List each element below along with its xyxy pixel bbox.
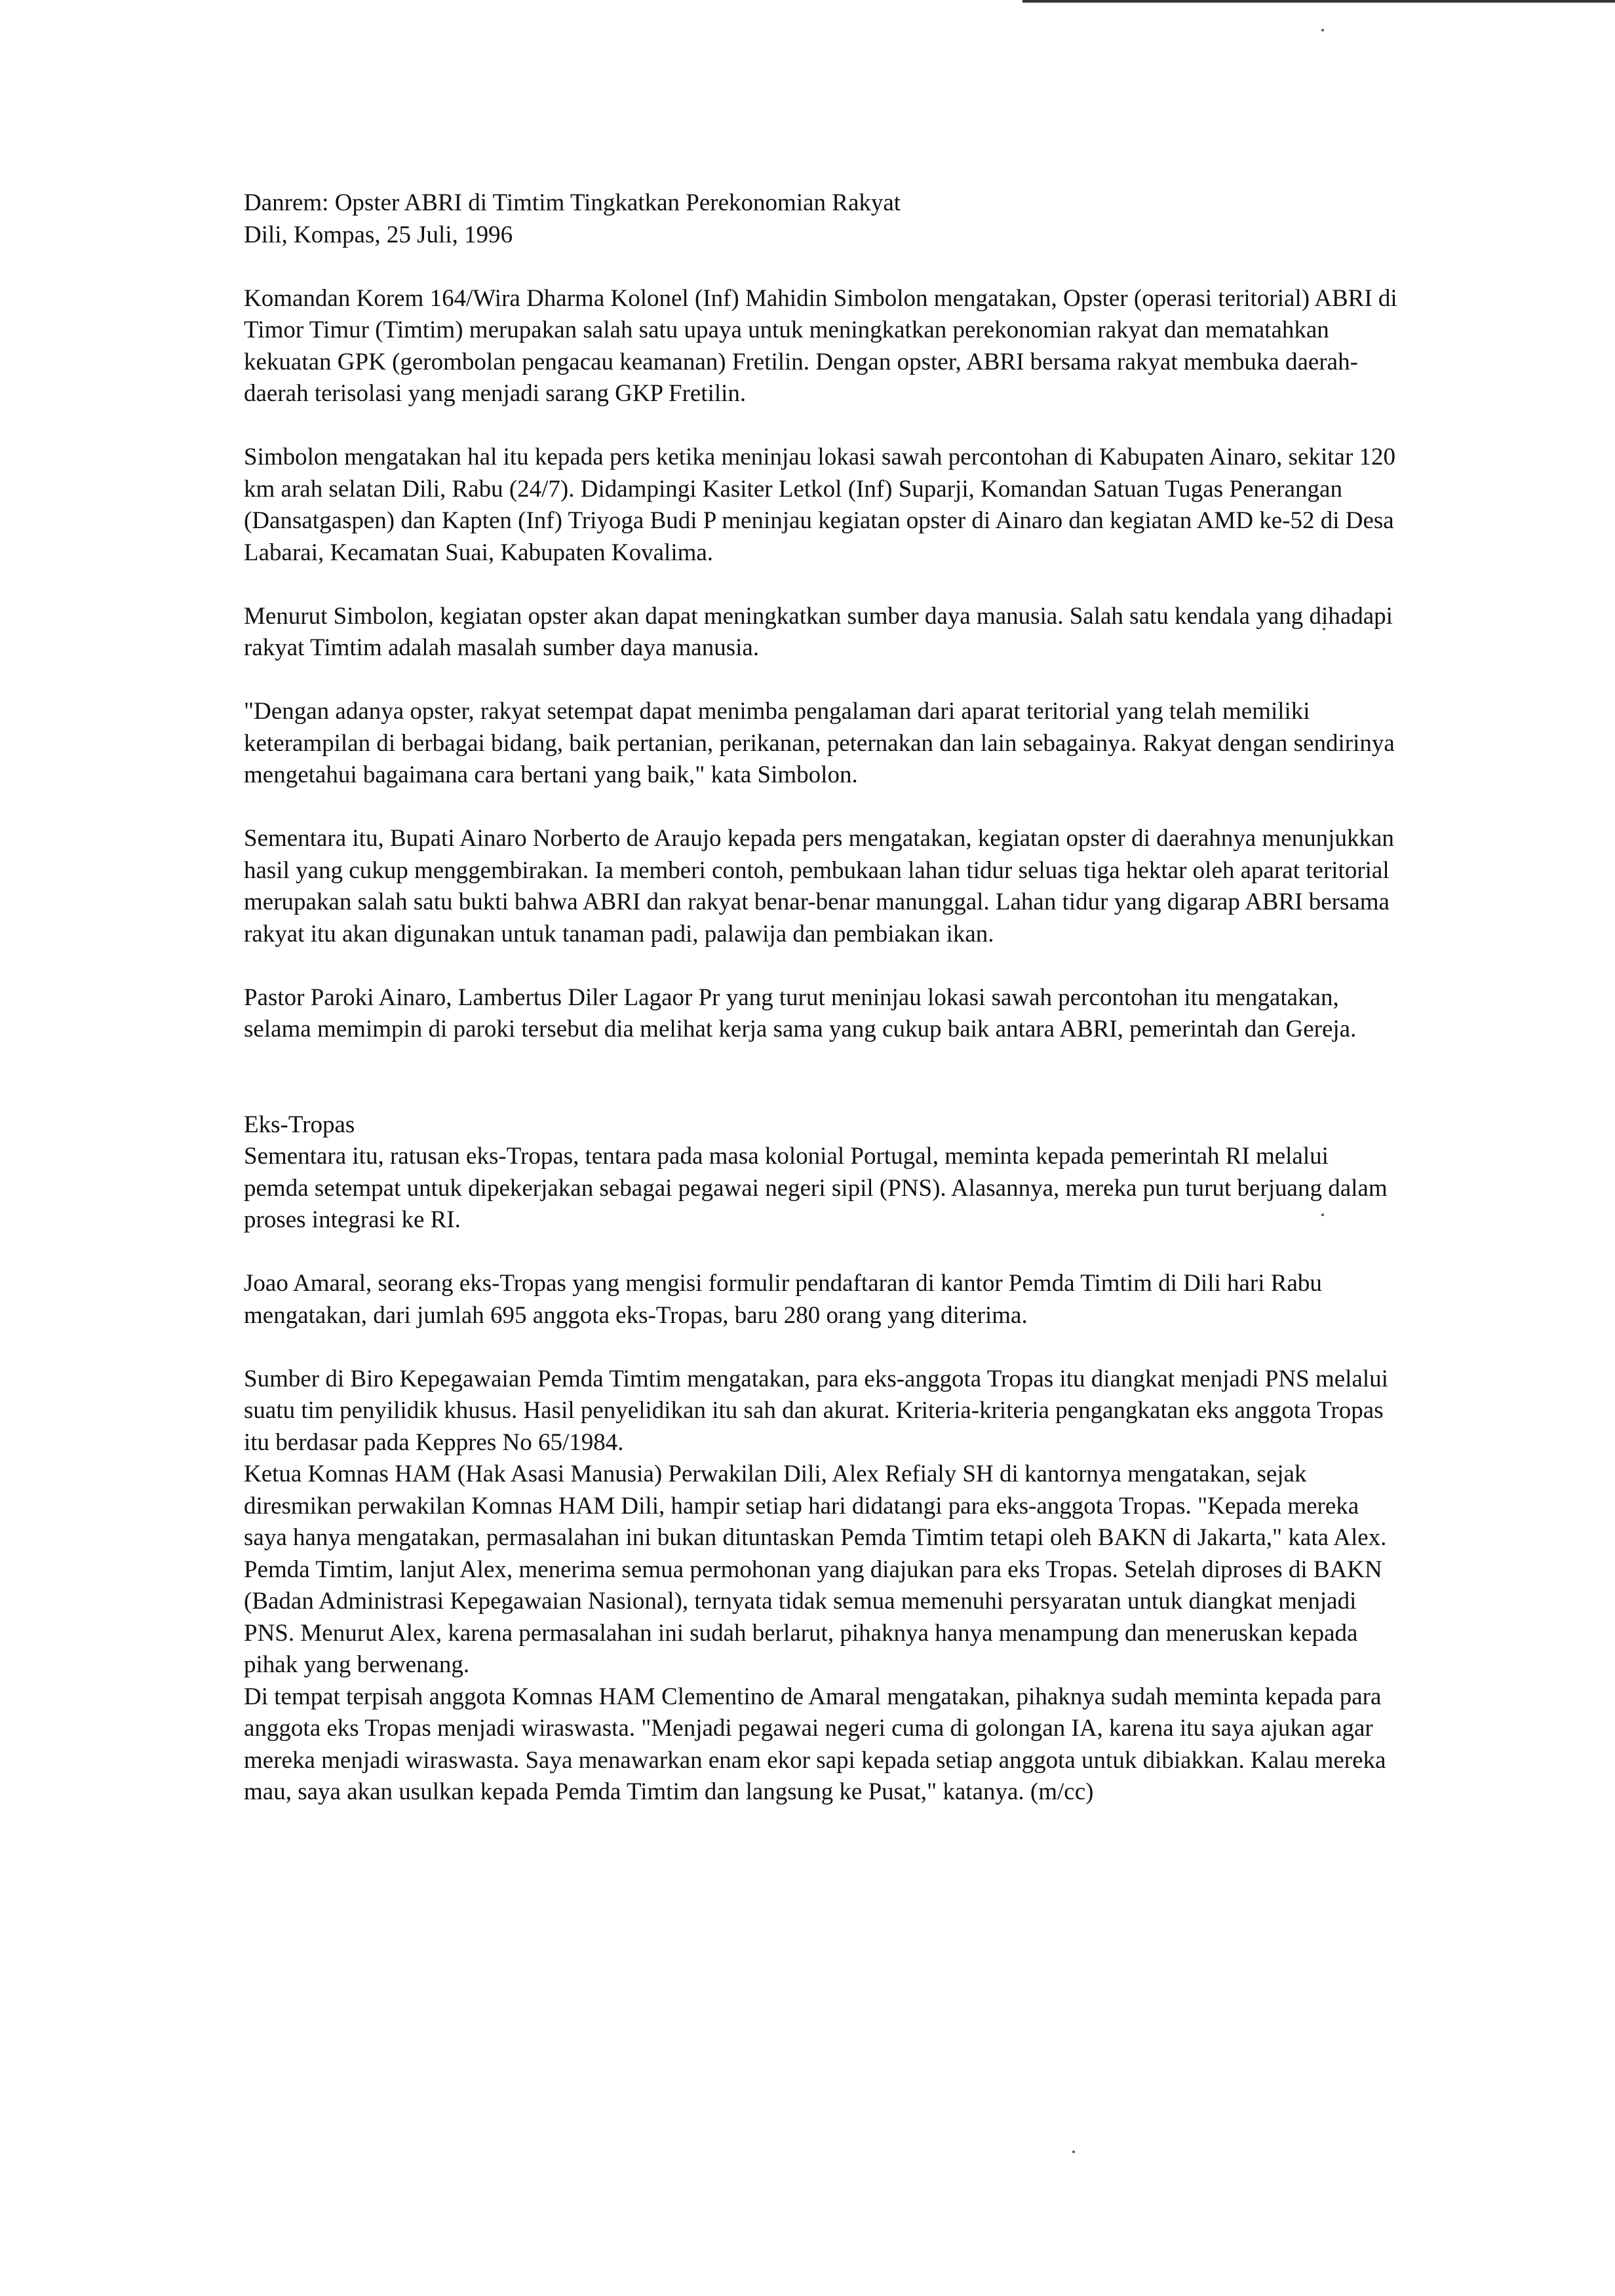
section-heading: Eks-Tropas (244, 1111, 355, 1138)
paragraph: Sementara itu, Bupati Ainaro Norberto de Araujo kepada pers mengatakan, kegiatan opster di daerahnya menunjukkan hasil yang cukup menggembirakan. Ia memberi contoh, pembukaan lahan tidur seluas tiga hektar oleh aparat teritorial merupakan salah satu bukti bahwa ABRI dan rakyat benar-benar manunggal. Lahan tidur yang digarap ABRI bersama rakyat itu akan digunakan untuk tanaman padi, palawija dan pembiakan ikan. (244, 825, 1394, 947)
article-header (244, 187, 1397, 251)
paragraph: Simbolon mengatakan hal itu kepada pers ketika meninjau lokasi sawah percontohan di Kabupaten Ainaro, sekitar 120 km arah selatan Dili, Rabu (24/7). Didampingi Kasiter Letkol (Inf) Suparji, Komandan Satuan Tugas Penerangan (Dansatgaspen) dan Kapten (Inf) Triyoga Budi P meninjau kegiatan opster di Ainaro dan kegiatan AMD ke-52 di Desa Labarai, Kecamatan Suai, Kabupaten Kovalima. (244, 444, 1396, 566)
scan-speck (1072, 2151, 1075, 2153)
paragraph: Pemda Timtim, lanjut Alex, menerima semua permohonan yang diajukan para eks Tropas. Setelah diproses di BAKN (Badan Administrasi Kepegawaian Nasional), ternyata tidak semua memenuhi persyaratan untuk diangkat menjadi PNS. Menurut Alex, karena permasalahan ini sudah berlarut, pihaknya hanya menampung dan meneruskan kepada pihak yang berwenang. (244, 1556, 1382, 1678)
section-spacer (244, 1077, 1397, 1109)
headline: Danrem: Opster ABRI di Timtim Tingkatkan Perekonomian Rakyat (244, 189, 901, 216)
paragraph: Joao Amaral, seorang eks-Tropas yang mengisi formulir pendaftaran di kantor Pemda Timtim di Dili hari Rabu mengatakan, dari jumlah 695 anggota eks-Tropas, baru 280 orang yang diterima. (244, 1270, 1322, 1329)
paragraph: Sementara itu, ratusan eks-Tropas, tentara pada masa kolonial Portugal, meminta kepada pemerintah RI melalui pemda setempat untuk dipekerjakan sebagai pegawai negeri sipil (PNS). Alasannya, mereka pun turut berjuang dalam proses integrasi ke RI. (244, 1143, 1388, 1233)
paragraph: Di tempat terpisah anggota Komnas HAM Clementino de Amaral mengatakan, pihaknya sudah meminta kepada para anggota eks Tropas menjadi wiraswasta. "Menjadi pegawai negeri cuma di golongan IA, karena itu saya ajukan agar mereka menjadi wiraswasta. Saya menawarkan enam ekor sapi kepada setiap anggota untuk dibiakkan. Kalau mereka mau, saya akan usulkan kepada Pemda Timtim dan langsung ke Pusat," katanya. (m/cc) (244, 1683, 1386, 1805)
paragraph: Pastor Paroki Ainaro, Lambertus Diler Lagaor Pr yang turut meninjau lokasi sawah percontohan itu mengatakan, selama memimpin di paroki tersebut dia melihat kerja sama yang cukup baik antara ABRI, pemerintah dan Gereja. (244, 984, 1357, 1043)
paragraph: Ketua Komnas HAM (Hak Asasi Manusia) Perwakilan Dili, Alex Refialy SH di kantornya mengatakan, sejak diresmikan perwakilan Komnas HAM Dili, hampir setiap hari didatangi para eks-anggota Tropas. "Kepada mereka saya hanya mengatakan, permasalahan ini bukan dituntaskan Pemda Timtim tetapi oleh BAKN di Jakarta," kata Alex. (244, 1461, 1387, 1551)
dateline: Dili, Kompas, 25 Juli, 1996 (244, 221, 513, 248)
scan-speck (1321, 29, 1324, 31)
paragraph: Komandan Korem 164/Wira Dharma Kolonel (Inf) Mahidin Simbolon mengatakan, Opster (operasi teritorial) ABRI di Timor Timur (Timtim) merupakan salah satu upaya untuk meningkatkan perekonomian rakyat dan mematahkan kekuatan GPK (gerombolan pengacau keamanan) Fretilin. Dengan opster, ABRI bersama rakyat membuka daerah-daerah terisolasi yang menjadi sarang GKP Fretilin. (244, 284, 1397, 407)
paragraph: "Dengan adanya opster, rakyat setempat dapat menimba pengalaman dari aparat teritorial yang telah memiliki keterampilan di berbagai bidang, baik pertanian, perikanan, peternakan dan lain sebagainya. Rakyat dengan sendirinya mengetahui bagaimana cara bertani yang baik," kata Simbolon. (244, 698, 1395, 788)
article-body (244, 187, 1397, 1808)
paragraph: Menurut Simbolon, kegiatan opster akan dapat meningkatkan sumber daya manusia. Salah satu kendala yang dihadapi rakyat Timtim adalah masalah sumber daya manusia. (244, 602, 1393, 661)
paragraph: Sumber di Biro Kepegawaian Pemda Timtim mengatakan, para eks-anggota Tropas itu diangkat menjadi PNS melalui suatu tim penyilidik khusus. Hasil penyelidikan itu sah dan akurat. Kriteria-kriteria pengangkatan eks anggota Tropas itu berdasar pada Keppres No 65/1984. (244, 1365, 1388, 1456)
scan-edge-line (1022, 0, 1615, 3)
